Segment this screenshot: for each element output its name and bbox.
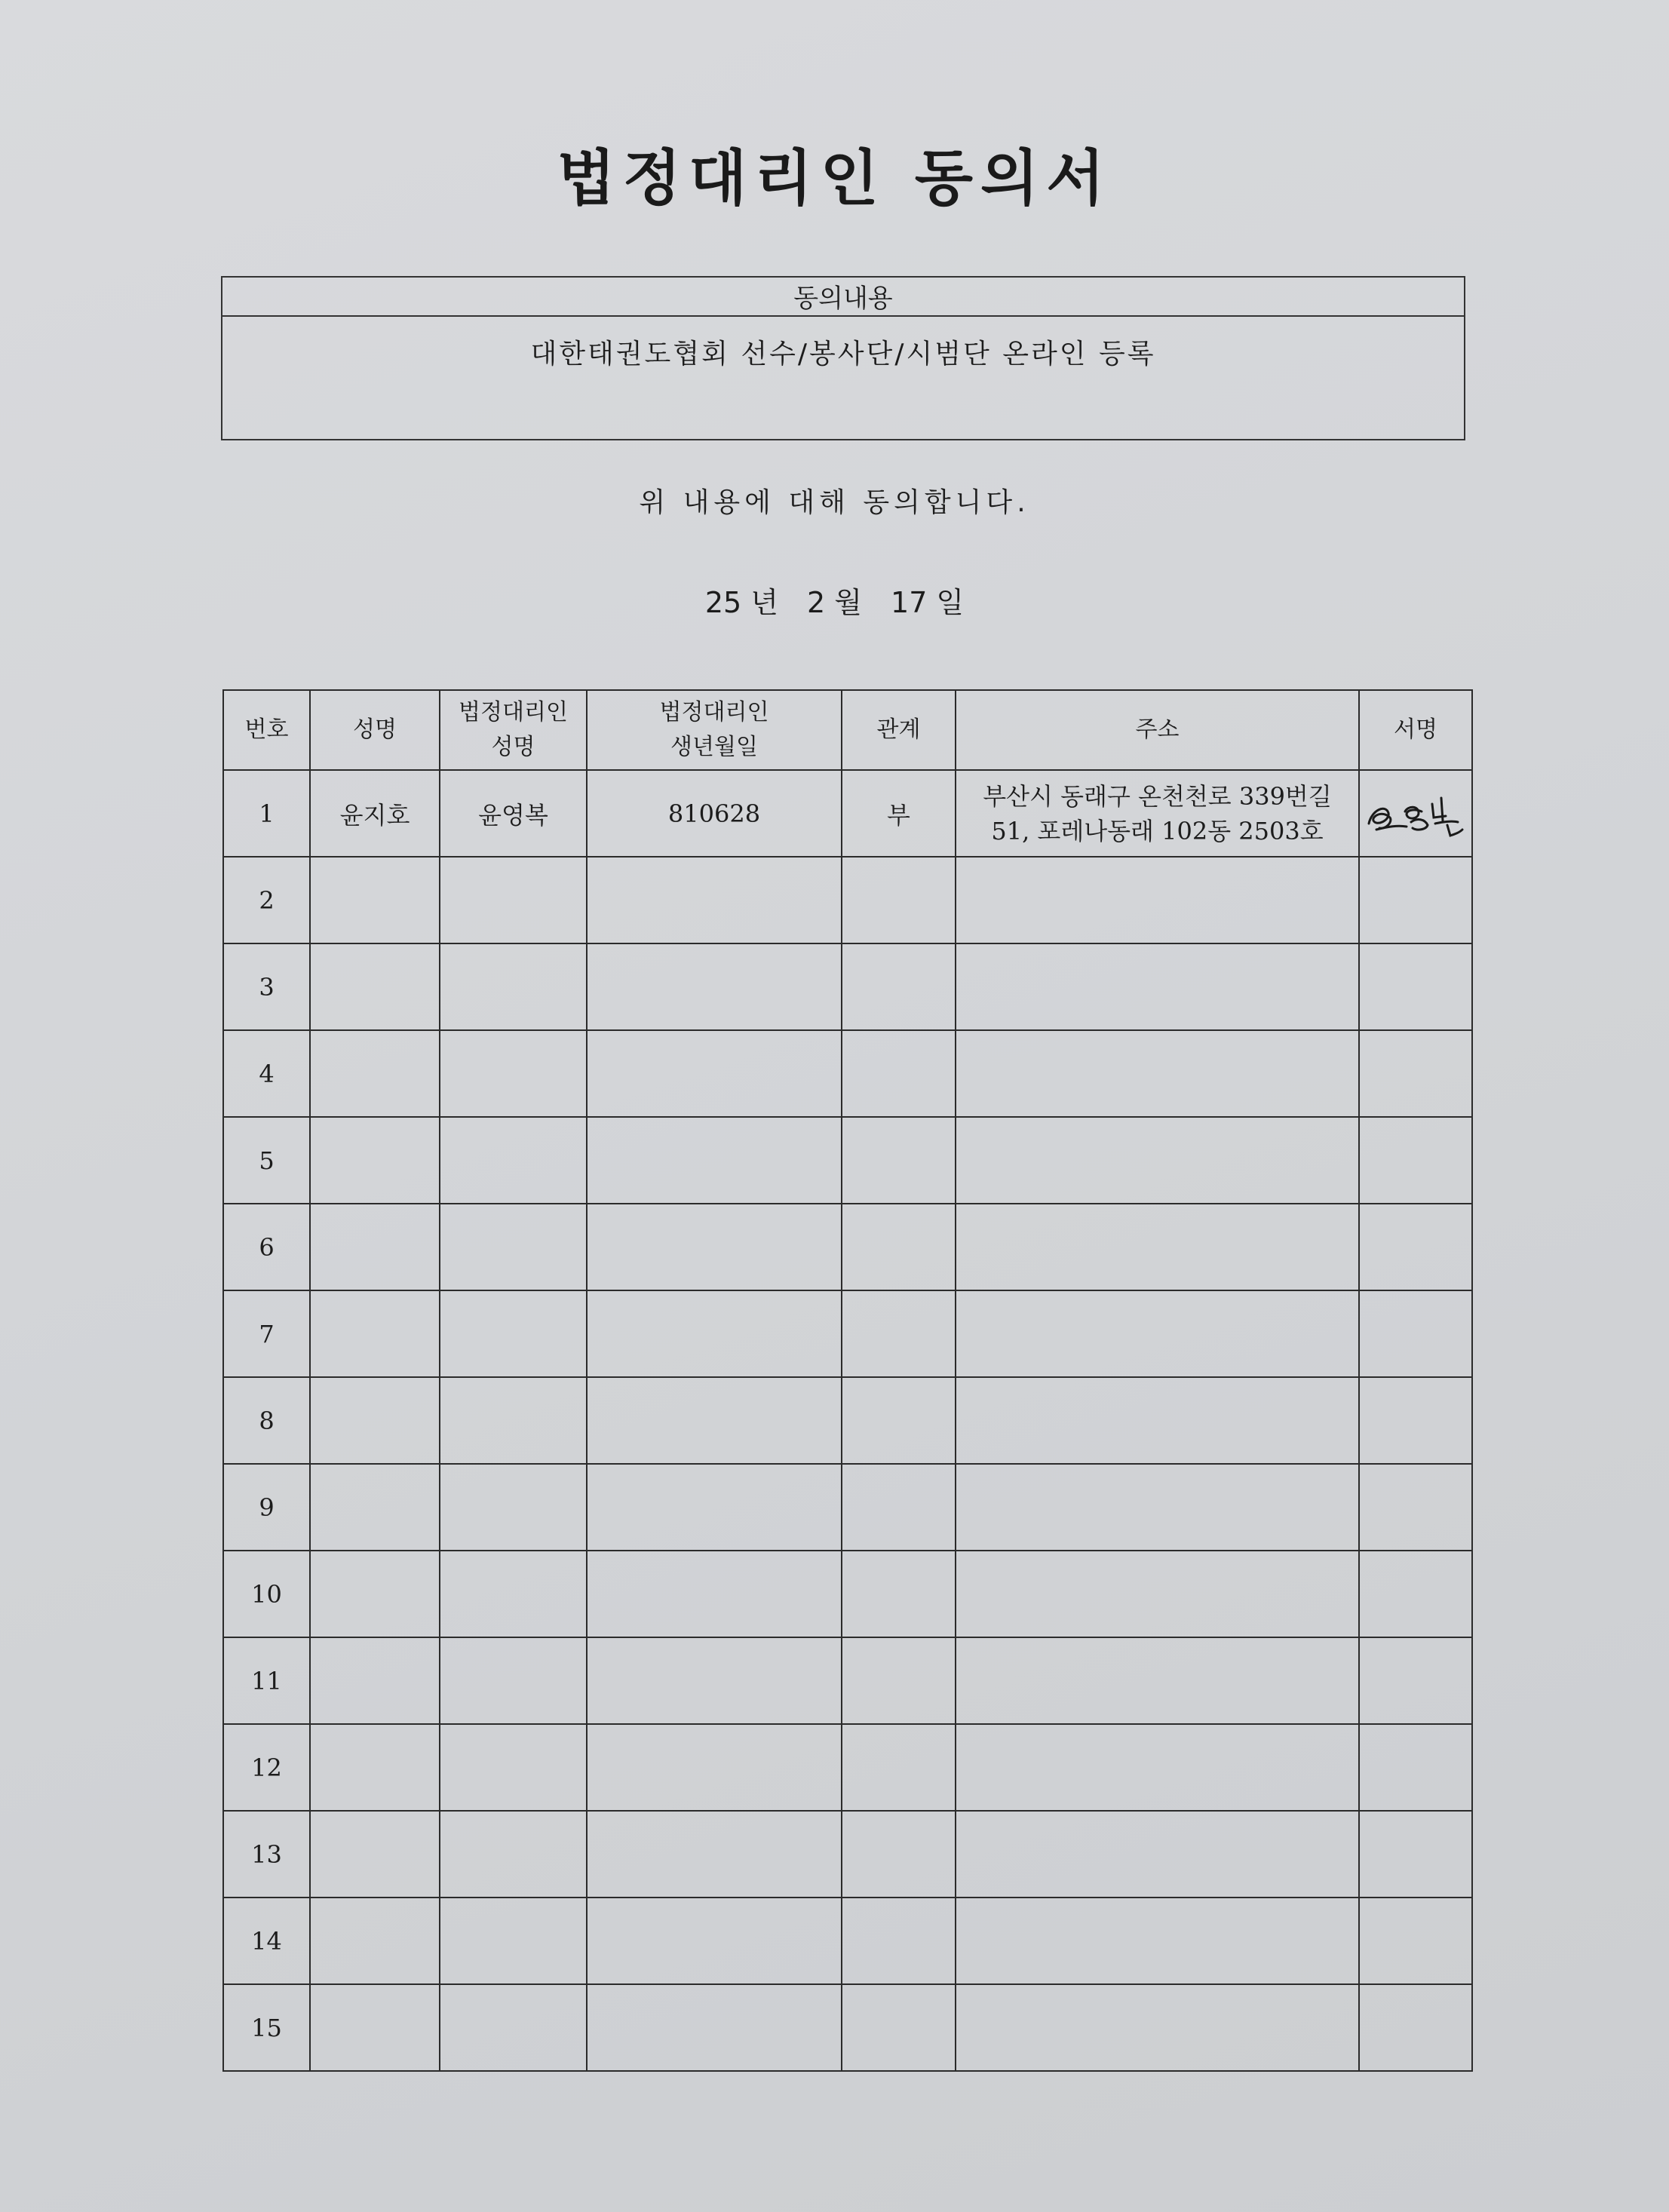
table-header-row (223, 690, 1472, 770)
row-signature (1359, 1984, 1472, 2071)
header-guardian-name (440, 690, 587, 770)
row-address (956, 1898, 1359, 1984)
row-guardian-name (440, 1117, 587, 1204)
row-signature (1359, 1811, 1472, 1898)
guardian-consent-table (222, 689, 1473, 2072)
row-address (956, 1030, 1359, 1117)
header-signature: 서명 (1359, 690, 1472, 770)
row-number: 5 (223, 1117, 310, 1204)
row-number: 13 (223, 1811, 310, 1898)
table-row (223, 1290, 1472, 1377)
row-signature (1359, 943, 1472, 1030)
date-year: 25 (704, 586, 742, 619)
row-guardian-birth: 810628 (587, 770, 842, 857)
date-day: 17 (891, 586, 928, 619)
date-year-unit: 년 (750, 586, 778, 619)
row-relation (842, 1117, 956, 1204)
row-guardian-birth (587, 1290, 842, 1377)
row-number: 12 (223, 1724, 310, 1811)
row-signature (1359, 857, 1472, 943)
row-guardian-birth (587, 1898, 842, 1984)
row-guardian-name (440, 1551, 587, 1637)
table-row (223, 1637, 1472, 1724)
row-signature (1359, 1117, 1472, 1204)
row-relation (842, 1724, 956, 1811)
row-guardian-birth (587, 1117, 842, 1204)
row-guardian-name (440, 1204, 587, 1290)
row-signature (1359, 1377, 1472, 1464)
row-guardian-name: 윤영복 (440, 770, 587, 857)
header-guardian-birth-line1: 법정대리인 (659, 699, 769, 726)
row-relation (842, 857, 956, 943)
table-row (223, 1898, 1472, 1984)
row-address (956, 1204, 1359, 1290)
row-guardian-name (440, 1464, 587, 1551)
consent-body: 대한태권도협회 선수/봉사단/시범단 온라인 등록 (530, 339, 1156, 370)
row-name: 윤지호 (310, 770, 440, 857)
row-address-line2: 51, 포레나동래 102동 2503호 (991, 816, 1324, 845)
row-relation (842, 1290, 956, 1377)
row-name (310, 1204, 440, 1290)
row-guardian-name (440, 1637, 587, 1724)
row-guardian-name (440, 1030, 587, 1117)
date-day-unit: 일 (936, 586, 965, 619)
header-guardian-birth-line2: 생년월일 (670, 734, 758, 760)
row-signature (1359, 1030, 1472, 1117)
row-address (956, 1464, 1359, 1551)
row-guardian-birth (587, 1204, 842, 1290)
row-number: 7 (223, 1290, 310, 1377)
row-address (956, 1724, 1359, 1811)
row-address (956, 770, 1359, 857)
row-guardian-name (440, 1811, 587, 1898)
row-number: 10 (223, 1551, 310, 1637)
row-signature (1359, 770, 1472, 857)
row-address (956, 1984, 1359, 2071)
row-address (956, 1377, 1359, 1464)
row-relation (842, 943, 956, 1030)
row-name (310, 1811, 440, 1898)
header-relation: 관계 (842, 690, 956, 770)
row-guardian-birth (587, 1377, 842, 1464)
table-row (223, 1204, 1472, 1290)
row-name (310, 1117, 440, 1204)
consent-date (0, 579, 1669, 621)
row-number: 14 (223, 1898, 310, 1984)
agreement-statement: 위 내용에 대해 동의합니다. (639, 487, 1030, 518)
row-address (956, 1551, 1359, 1637)
row-guardian-birth (587, 1811, 842, 1898)
row-signature (1359, 1724, 1472, 1811)
consent-header: 동의내용 (222, 278, 1464, 317)
row-relation (842, 1984, 956, 2071)
row-name (310, 1637, 440, 1724)
row-name (310, 1984, 440, 2071)
row-relation: 부 (842, 770, 956, 857)
row-guardian-name (440, 857, 587, 943)
row-guardian-birth (587, 1724, 842, 1811)
header-name: 성명 (310, 690, 440, 770)
row-name (310, 1464, 440, 1551)
row-guardian-name (440, 1290, 587, 1377)
row-guardian-birth (587, 1984, 842, 2071)
row-name (310, 1030, 440, 1117)
row-guardian-name (440, 943, 587, 1030)
table-row (223, 1811, 1472, 1898)
row-signature (1359, 1551, 1472, 1637)
header-guardian-birth (587, 690, 842, 770)
table-row (223, 1117, 1472, 1204)
row-address (956, 943, 1359, 1030)
row-name (310, 1377, 440, 1464)
document-title: 법정대리인 동의서 (557, 143, 1112, 213)
header-guardian-name-line1: 법정대리인 (459, 699, 568, 726)
row-guardian-birth (587, 1030, 842, 1117)
table-row (223, 1984, 1472, 2071)
row-guardian-name (440, 1984, 587, 2071)
row-relation (842, 1204, 956, 1290)
row-number: 11 (223, 1637, 310, 1724)
row-relation (842, 1811, 956, 1898)
row-name (310, 857, 440, 943)
consent-content-box (221, 276, 1465, 440)
table-row (223, 943, 1472, 1030)
row-relation (842, 1551, 956, 1637)
row-address (956, 857, 1359, 943)
date-month-unit: 월 (834, 586, 862, 619)
row-number: 4 (223, 1030, 310, 1117)
row-guardian-birth (587, 943, 842, 1030)
row-number: 15 (223, 1984, 310, 2071)
table-row (223, 857, 1472, 943)
row-signature (1359, 1464, 1472, 1551)
row-guardian-birth (587, 1551, 842, 1637)
row-address (956, 1117, 1359, 1204)
row-guardian-name (440, 1724, 587, 1811)
date-month: 2 (807, 586, 826, 619)
table-row (223, 1724, 1472, 1811)
row-signature (1359, 1290, 1472, 1377)
row-guardian-birth (587, 1637, 842, 1724)
row-address (956, 1811, 1359, 1898)
row-relation (842, 1030, 956, 1117)
row-relation (842, 1464, 956, 1551)
row-address (956, 1290, 1359, 1377)
row-address (956, 1637, 1359, 1724)
row-signature (1359, 1204, 1472, 1290)
row-number: 1 (223, 770, 310, 857)
row-number: 8 (223, 1377, 310, 1464)
row-guardian-name (440, 1898, 587, 1984)
row-signature (1359, 1898, 1472, 1984)
row-name (310, 943, 440, 1030)
header-address: 주소 (956, 690, 1359, 770)
row-number: 6 (223, 1204, 310, 1290)
row-number: 9 (223, 1464, 310, 1551)
row-name (310, 1551, 440, 1637)
row-name (310, 1724, 440, 1811)
row-guardian-birth (587, 857, 842, 943)
row-name (310, 1290, 440, 1377)
row-guardian-name (440, 1377, 587, 1464)
table-row (223, 1377, 1472, 1464)
table-row (223, 1030, 1472, 1117)
row-address-line1: 부산시 동래구 온천천로 339번길 (983, 781, 1332, 811)
row-relation (842, 1637, 956, 1724)
header-number: 번호 (223, 690, 310, 770)
row-signature (1359, 1637, 1472, 1724)
header-guardian-name-line2: 성명 (491, 734, 535, 760)
table-row (223, 770, 1472, 857)
row-name (310, 1898, 440, 1984)
handwritten-signature (1363, 787, 1468, 840)
row-number: 2 (223, 857, 310, 943)
row-guardian-birth (587, 1464, 842, 1551)
table-row (223, 1551, 1472, 1637)
row-number: 3 (223, 943, 310, 1030)
table-row (223, 1464, 1472, 1551)
row-relation (842, 1898, 956, 1984)
row-relation (842, 1377, 956, 1464)
